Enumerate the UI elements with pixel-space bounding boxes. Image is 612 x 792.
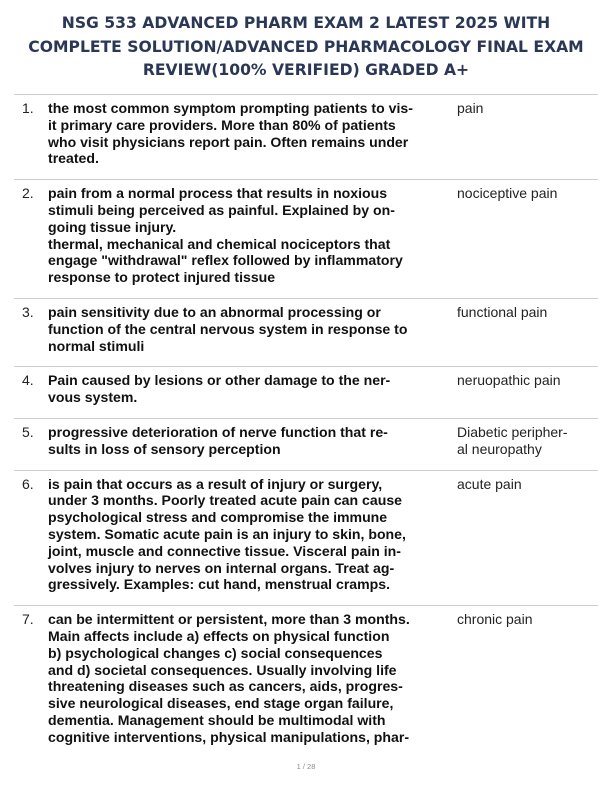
question-line: who visit physicians report pain. Often remains under (48, 133, 409, 150)
question-line: treated. (48, 150, 99, 167)
answer-line: pain (457, 100, 484, 116)
answer-line: al neuropathy (457, 440, 542, 457)
qa-row (14, 179, 598, 298)
answer-text (457, 476, 597, 493)
document-title (14, 12, 598, 83)
question-line: gressively. Examples: cut hand, menstrual cramps. (48, 576, 391, 593)
question-line: sive neurological diseases, end stage organ failure, (48, 695, 394, 712)
answer-text (457, 372, 597, 389)
title-line: REVIEW(100% VERIFIED) GRADED A+ (142, 61, 470, 79)
answer-text (457, 185, 597, 202)
qa-row (14, 470, 598, 606)
answer-line: neruopathic pain (457, 372, 561, 389)
question-line: pain from a normal process that results in noxious (48, 185, 388, 202)
question-line: sults in loss of sensory perception (48, 440, 281, 457)
item-number: 6. (22, 475, 34, 492)
question-text (48, 100, 448, 167)
question-line: psychological stress and compromise the immune (48, 509, 388, 526)
question-line: joint, muscle and connective tissue. Visceral pain in- (48, 542, 401, 559)
question-line: it primary care providers. More than 80% of patients (48, 116, 396, 133)
question-text (48, 304, 448, 354)
question-line: thermal, mechanical and chemical nociceptors that (48, 235, 391, 252)
qa-row (14, 94, 598, 179)
question-text (48, 611, 448, 745)
answer-line: chronic pain (457, 611, 533, 628)
title-line: NSG 533 ADVANCED PHARM EXAM 2 LATEST 2025 WITH (61, 14, 551, 32)
question-line: stimuli being perceived as painful. Explained by on- (48, 201, 395, 218)
question-line: cognitive interventions, physical manipulations, phar- (48, 728, 410, 745)
question-line: volves injury to nerves on internal organs. Treat ag- (48, 559, 395, 576)
question-line: can be intermittent or persistent, more than 3 months. (48, 611, 410, 628)
question-line: and d) societal consequences. Usually involving life (48, 661, 397, 678)
question-line: threatening diseases such as cancers, aids, progres- (48, 678, 403, 695)
question-line: the most common symptom prompting patients to vis- (48, 100, 413, 116)
qa-row (14, 418, 598, 470)
item-number: 4. (22, 372, 34, 389)
question-text (48, 476, 448, 594)
question-line: is pain that occurs as a result of injury or surgery, (48, 475, 383, 492)
question-line: under 3 months. Poorly treated acute pain can cause (48, 492, 403, 509)
question-line: pain sensitivity due to an abnormal processing or (48, 303, 381, 320)
question-line: response to protect injured tissue (48, 269, 276, 286)
question-line: Main affects include a) effects on physical function (48, 627, 390, 644)
item-number: 1. (22, 100, 34, 116)
answer-line: Diabetic peripher- (457, 423, 568, 440)
question-text (48, 424, 448, 458)
page-indicator: 1 / 28 (296, 762, 316, 771)
question-line: normal stimuli (48, 337, 145, 354)
question-line: engage "withdrawal" reflex followed by inflammatory (48, 252, 403, 269)
question-line: Pain caused by lesions or other damage to the ner- (48, 372, 391, 389)
answer-text (457, 100, 597, 117)
qa-row (14, 298, 598, 366)
question-line: vous system. (48, 389, 138, 406)
answer-text (457, 424, 597, 458)
qa-row (14, 605, 598, 757)
item-number: 3. (22, 303, 34, 320)
answer-text (457, 304, 597, 321)
answer-text (457, 611, 597, 628)
answer-line: nociceptive pain (457, 185, 558, 202)
question-text (48, 185, 448, 286)
item-number: 2. (22, 185, 34, 202)
item-number: 7. (22, 611, 34, 628)
question-line: going tissue injury. (48, 218, 177, 235)
question-text (48, 372, 448, 406)
answer-line: functional pain (457, 303, 548, 320)
question-line: dementia. Management should be multimodal with (48, 711, 386, 728)
question-line: function of the central nervous system in response to (48, 320, 408, 337)
question-line: system. Somatic acute pain is an injury to skin, bone, (48, 525, 406, 542)
question-line: b) psychological changes c) social consequences (48, 644, 383, 661)
question-line: progressive deterioration of nerve function that re- (48, 423, 388, 440)
title-line: COMPLETE SOLUTION/ADVANCED PHARMACOLOGY FINAL EXAM (28, 37, 584, 56)
qa-row (14, 366, 598, 418)
flashcard-list (14, 94, 598, 758)
item-number: 5. (22, 423, 34, 440)
answer-line: acute pain (457, 475, 522, 492)
